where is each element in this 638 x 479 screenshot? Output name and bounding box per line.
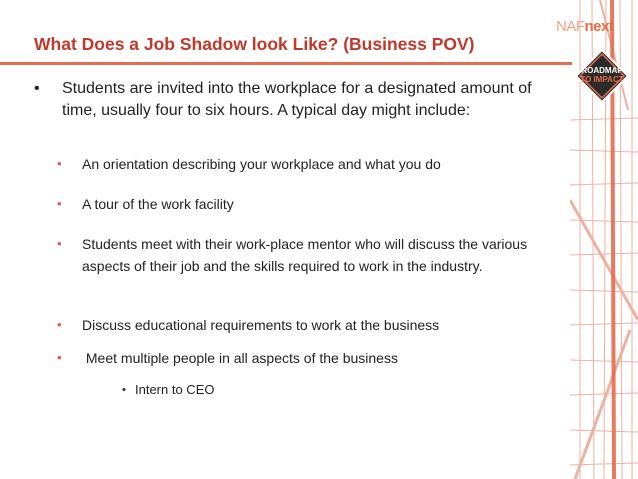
bullet-icon: • [122,384,126,396]
badge-line-2: TO IMPACT [580,75,624,84]
sub-sub-bullet-text: Intern to CEO [135,382,215,397]
main-bullet-text: Students are invited into the workplace for a designated amount of time, usually four to six hours. A typical day might include: [62,80,532,119]
bullet-icon: • [34,80,40,97]
logo-naf-text: NAF [556,18,585,35]
sub-bullet-text: An orientation describing your workplace and what you do [82,156,441,172]
sub-bullet [57,233,547,277]
sub-bullet-text: Discuss educational requirements to work at the business [82,317,440,333]
badge-line-1: ROADMAP [581,66,623,75]
sub-bullet-text: A tour of the work facility [82,196,234,212]
naf-next-logo [556,18,613,35]
bullet-icon: • [57,350,62,365]
logo-next-text: next [584,18,614,35]
bullet-icon: • [57,196,62,211]
main-bullet [34,78,534,122]
bullet-icon: • [57,317,62,332]
sub-bullet [57,314,547,336]
slide-title: What Does a Job Shadow look Like? (Business POV) [34,34,475,54]
bullet-icon: • [57,236,62,251]
sub-bullet-text: Students meet with their work-place mentor who will discuss the various aspects of their job and the skills required to work in the industry. [82,236,528,274]
sub-bullet-text: Meet multiple people in all aspects of the business [82,350,398,366]
sub-bullet [57,153,547,175]
roadmap-badge-text [578,66,626,84]
sub-bullet [57,193,547,215]
title-rule [0,62,572,65]
sub-bullet [57,347,547,369]
sub-sub-bullet [122,380,214,400]
bullet-icon: • [57,156,62,171]
